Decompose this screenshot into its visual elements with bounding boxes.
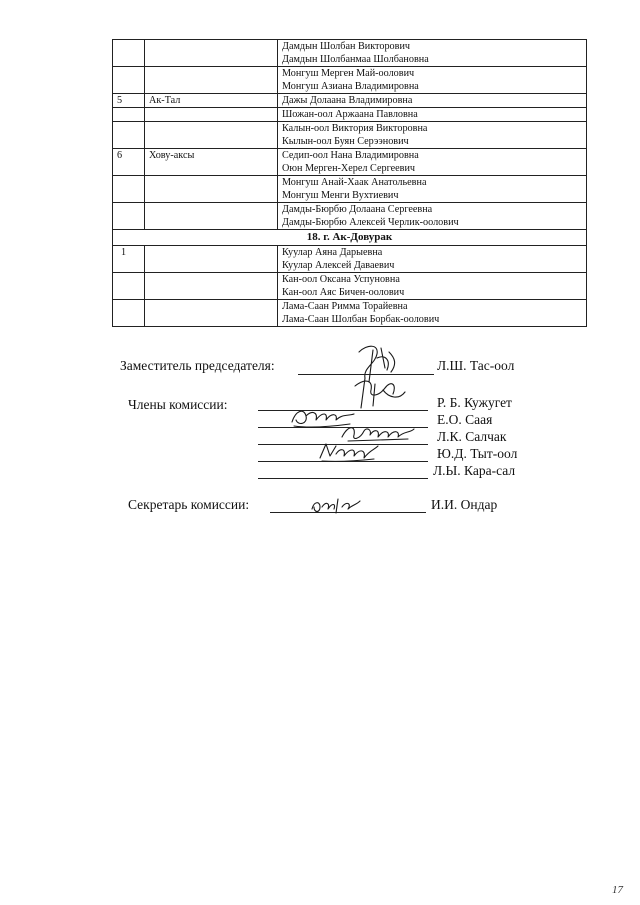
member-name: Ю.Д. Тыт-оол xyxy=(437,446,518,461)
row-number: 5 xyxy=(113,94,145,108)
person-name: Монгуш Азиана Владимировна xyxy=(282,81,419,92)
member-signature xyxy=(316,440,380,464)
secretary-signature xyxy=(308,495,364,517)
person-name: Монгуш Мерген Май-оолович xyxy=(282,68,415,79)
row-number: 6 xyxy=(113,149,145,176)
person-name: Кан-оол Оксана Успуновна xyxy=(282,274,400,285)
page-mark: 17 xyxy=(612,884,623,896)
member-name: Л.К. Салчак xyxy=(437,429,507,444)
member-name: Р. Б. Кужугет xyxy=(437,395,512,410)
person-name: Дамды-Бюрбю Долаана Сергеевна xyxy=(282,204,433,215)
person-name: Куулар Аяна Дарыевна xyxy=(282,247,383,258)
person-name: Шожан-оол Аржаана Павловна xyxy=(282,109,418,120)
settlement-name: Хову-аксы xyxy=(145,149,278,176)
members-label: Члены комиссии: xyxy=(128,397,228,412)
person-name: Кылын-оол Буян Серээнович xyxy=(282,136,409,147)
person-name: Кан-оол Аяс Бичен-оолович xyxy=(282,287,405,298)
settlement-name: Ак-Тал xyxy=(145,94,278,108)
member-name: Е.О. Саая xyxy=(437,412,493,427)
person-name: Лама-Саан Римма Торайевна xyxy=(282,301,408,312)
person-name: Куулар Алексей Даваевич xyxy=(282,260,395,271)
person-name: Монгуш Анай-Хаак Анатольевна xyxy=(282,177,427,188)
secretary-name: И.И. Ондар xyxy=(431,497,498,512)
deputy-name: Л.Ш. Тас-оол xyxy=(437,358,515,373)
person-name: Дажы Долаана Владимировна xyxy=(282,95,413,106)
person-name: Дамды-Бюрбю Алексей Черлик-оолович xyxy=(282,217,459,228)
member-name: Л.Ы. Кара-сал xyxy=(433,463,516,478)
person-name: Седип-оол Нана Владимировна xyxy=(282,150,419,161)
row-number: 1 xyxy=(113,246,145,273)
secretary-label: Секретарь комиссии: xyxy=(128,497,250,512)
person-name: Лама-Саан Шолбан Борбак-оолович xyxy=(282,314,440,325)
person-name: Дамдын Шолбанмаа Шолбановна xyxy=(282,54,429,65)
deputy-label: Заместитель председателя: xyxy=(120,358,275,373)
person-name: Дамдын Шолбан Викторович xyxy=(282,41,411,52)
section-title: 18. г. Ак-Довурак xyxy=(113,230,587,246)
person-name: Оюн Мерген-Херел Сергеевич xyxy=(282,163,416,174)
signature-line xyxy=(258,478,428,479)
person-name: Монгуш Менги Вухтиевич xyxy=(282,190,399,201)
person-name: Калын-оол Виктория Викторовна xyxy=(282,123,428,134)
